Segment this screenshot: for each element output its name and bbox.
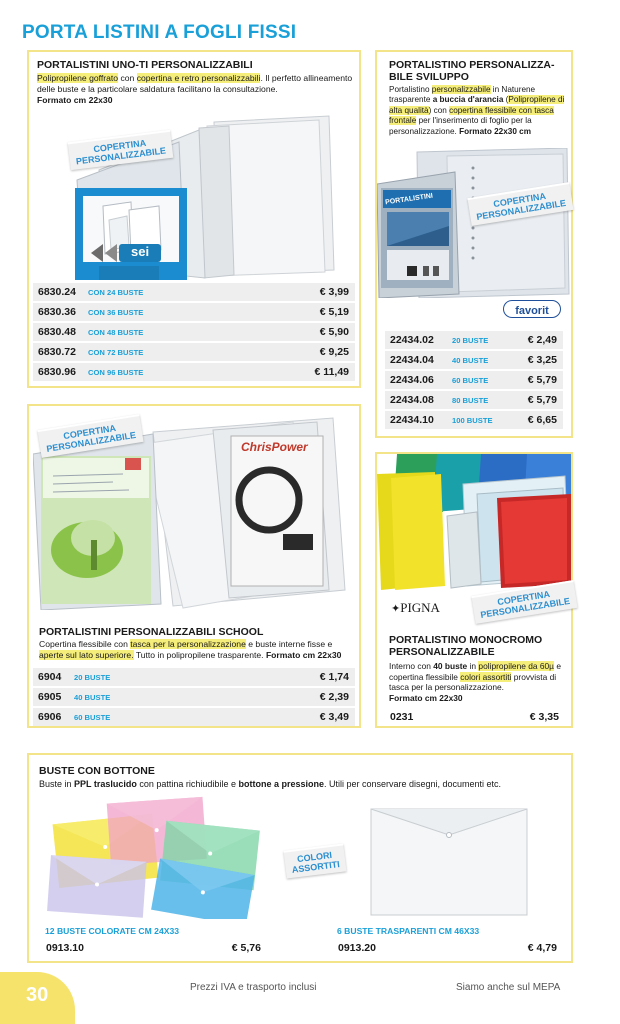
uno-ti-custom-cover-badge: COPERTINA PERSONALIZZABILE (68, 130, 173, 170)
footer-vat-note: Prezzi IVA e trasporto inclusi (190, 982, 317, 993)
product-variant-label: 20 BUSTE (452, 335, 489, 345)
product-code: 6830.24 (38, 286, 76, 298)
price-row (385, 371, 563, 389)
product-price: € 5,79 (527, 374, 557, 386)
favorit-logo (503, 300, 561, 318)
product-code: 22434.08 (390, 394, 434, 406)
price-row (385, 411, 563, 429)
product-variant-label: CON 96 BUSTE (88, 367, 144, 377)
monocromo-section (375, 452, 573, 728)
price-row (385, 391, 563, 409)
product-code: 6830.72 (38, 346, 76, 358)
favorit-logo-text: favorit (515, 305, 549, 317)
school-section (27, 404, 361, 728)
product-variant-label: 60 BUSTE (452, 375, 489, 385)
product-variant-label: 20 BUSTE (74, 672, 111, 682)
product-price: € 11,49 (314, 366, 349, 378)
uno-ti-section (27, 50, 361, 388)
product-code: 6905 (38, 691, 62, 703)
price-row (33, 363, 355, 381)
product-code: 22434.10 (390, 414, 434, 426)
monocromo-desc: Interno con 40 buste in polipropilene da 60µ e copertina flessibile colori assortiti provvista di tasca per la personalizzazione. Formato cm 22x30 (389, 661, 562, 703)
price-row (385, 351, 563, 369)
product-code: 22434.06 (390, 374, 434, 386)
assorted-colors-badge: COLORI ASSORTITI (284, 843, 347, 878)
product-price: € 6,65 (527, 414, 557, 426)
product-price: € 1,74 (319, 671, 349, 683)
price-row (33, 688, 355, 706)
sviluppo-cover-label: PORTALISTINI (384, 192, 434, 207)
uno-ti-desc: Polipropilene goffrato con copertina e retro personalizzabili. Il perfetto allineamento delle buste e la particolare saldatura facilitano la consultazione. Formato cm 22x30 (37, 73, 353, 105)
product-code: 6906 (38, 711, 62, 723)
transparent-envelope-image (369, 807, 529, 917)
price-row (33, 303, 355, 321)
product-price: € 5,19 (319, 306, 349, 318)
monocromo-custom-cover-badge: COPERTINA PERSONALIZZABILE (471, 580, 577, 624)
product-variant-label: CON 24 BUSTE (88, 287, 144, 297)
school-desc: Copertina flessibile con tasca per la personalizzazione e buste interne fisse e aperte sul lato superiore. Tutto in polipropilene trasparente. Formato cm 22x30 (39, 639, 342, 660)
uno-ti-title: PORTALISTINI UNO-TI PERSONALIZZABILI (37, 59, 253, 71)
product-variant-label: CON 72 BUSTE (88, 347, 144, 357)
product-code: 22434.02 (390, 334, 434, 346)
product-variant-label: CON 36 BUSTE (88, 307, 144, 317)
sviluppo-desc: Portalistino personalizzabile in Naturene trasparente a buccia d'arancia (Polipropilene di alta qualità) con copertina flessibile con tasca frontale per l'inserimento di foglio per la personalizzazione. Formato 22x30 cm (389, 85, 565, 136)
product-price: € 5,90 (319, 326, 349, 338)
product-price: € 2,49 (527, 334, 557, 346)
product-price: € 3,35 (529, 711, 559, 723)
product-code: 6904 (38, 671, 62, 683)
product-variant-label: 40 BUSTE (452, 355, 489, 365)
school-custom-cover-badge: COPERTINA PERSONALIZZABILE (37, 414, 143, 458)
product-code: 6830.96 (38, 366, 76, 378)
product-variant-label: 100 BUSTE (452, 415, 493, 425)
product-price: € 4,79 (527, 942, 557, 954)
product-variant-label: 40 BUSTE (74, 692, 111, 702)
price-row (385, 331, 563, 349)
pigna-icon: ✦ (391, 603, 401, 615)
buste-desc: Buste in PPL traslucido con pattina richiudibile e bottone a pressione. Utili per conservare disegni, documenti etc. (39, 779, 502, 789)
monocromo-title: PORTALISTINO MONOCROMO PERSONALIZZABILE (389, 634, 543, 658)
page-number: 30 (26, 984, 49, 1006)
buste-section (27, 753, 573, 963)
buste-left-price-row (41, 939, 267, 957)
price-row (33, 708, 355, 726)
price-row (33, 283, 355, 301)
product-price: € 3,49 (319, 711, 349, 723)
product-variant-label: 60 BUSTE (74, 712, 111, 722)
sviluppo-title: PORTALISTINO PERSONALIZZA- BILE SVILUPPO (389, 59, 555, 83)
buste-right-label: 6 BUSTE TRASPARENTI CM 46X33 (337, 926, 480, 936)
product-price: € 5,79 (527, 394, 557, 406)
product-code: 6830.36 (38, 306, 76, 318)
product-price: € 3,25 (527, 354, 557, 366)
price-row (33, 668, 355, 686)
price-row (33, 323, 355, 341)
product-variant-label: 80 BUSTE (452, 395, 489, 405)
product-code: 0913.20 (338, 942, 376, 954)
price-row (33, 343, 355, 361)
product-price: € 2,39 (319, 691, 349, 703)
colored-envelopes-image (45, 795, 267, 919)
product-code: 22434.04 (390, 354, 434, 366)
footer-mepa-note: Siamo anche sul MEPA (456, 982, 561, 993)
buste-left-label: 12 BUSTE COLORATE CM 24X33 (45, 926, 180, 936)
product-code: 6830.48 (38, 326, 76, 338)
uno-ti-product-image (39, 110, 355, 280)
buste-title: BUSTE CON BOTTONE (39, 765, 155, 777)
school-title: PORTALISTINI PERSONALIZZABILI SCHOOL (39, 626, 264, 638)
buste-right-price-row (333, 939, 563, 957)
page-title: PORTA LISTINI A FOGLI FISSI (22, 22, 297, 43)
pigna-logo: ✦PIGNA (391, 600, 440, 615)
product-price: € 3,99 (319, 286, 349, 298)
sei-logo-text: sei (131, 244, 150, 259)
monocromo-product-image (377, 454, 571, 592)
sei-logo (91, 242, 163, 264)
product-code: 0231 (390, 711, 414, 723)
product-variant-label: CON 48 BUSTE (88, 327, 144, 337)
product-code: 0913.10 (46, 942, 84, 954)
sviluppo-custom-cover-badge: COPERTINA PERSONALIZZABILE (467, 182, 573, 226)
monocromo-price-row (385, 708, 565, 726)
chrispower-logo: ChrisPower (241, 440, 308, 454)
product-price: € 9,25 (319, 346, 349, 358)
sviluppo-section (375, 50, 573, 438)
page-number-tab (0, 972, 75, 1024)
product-price: € 5,76 (231, 942, 261, 954)
